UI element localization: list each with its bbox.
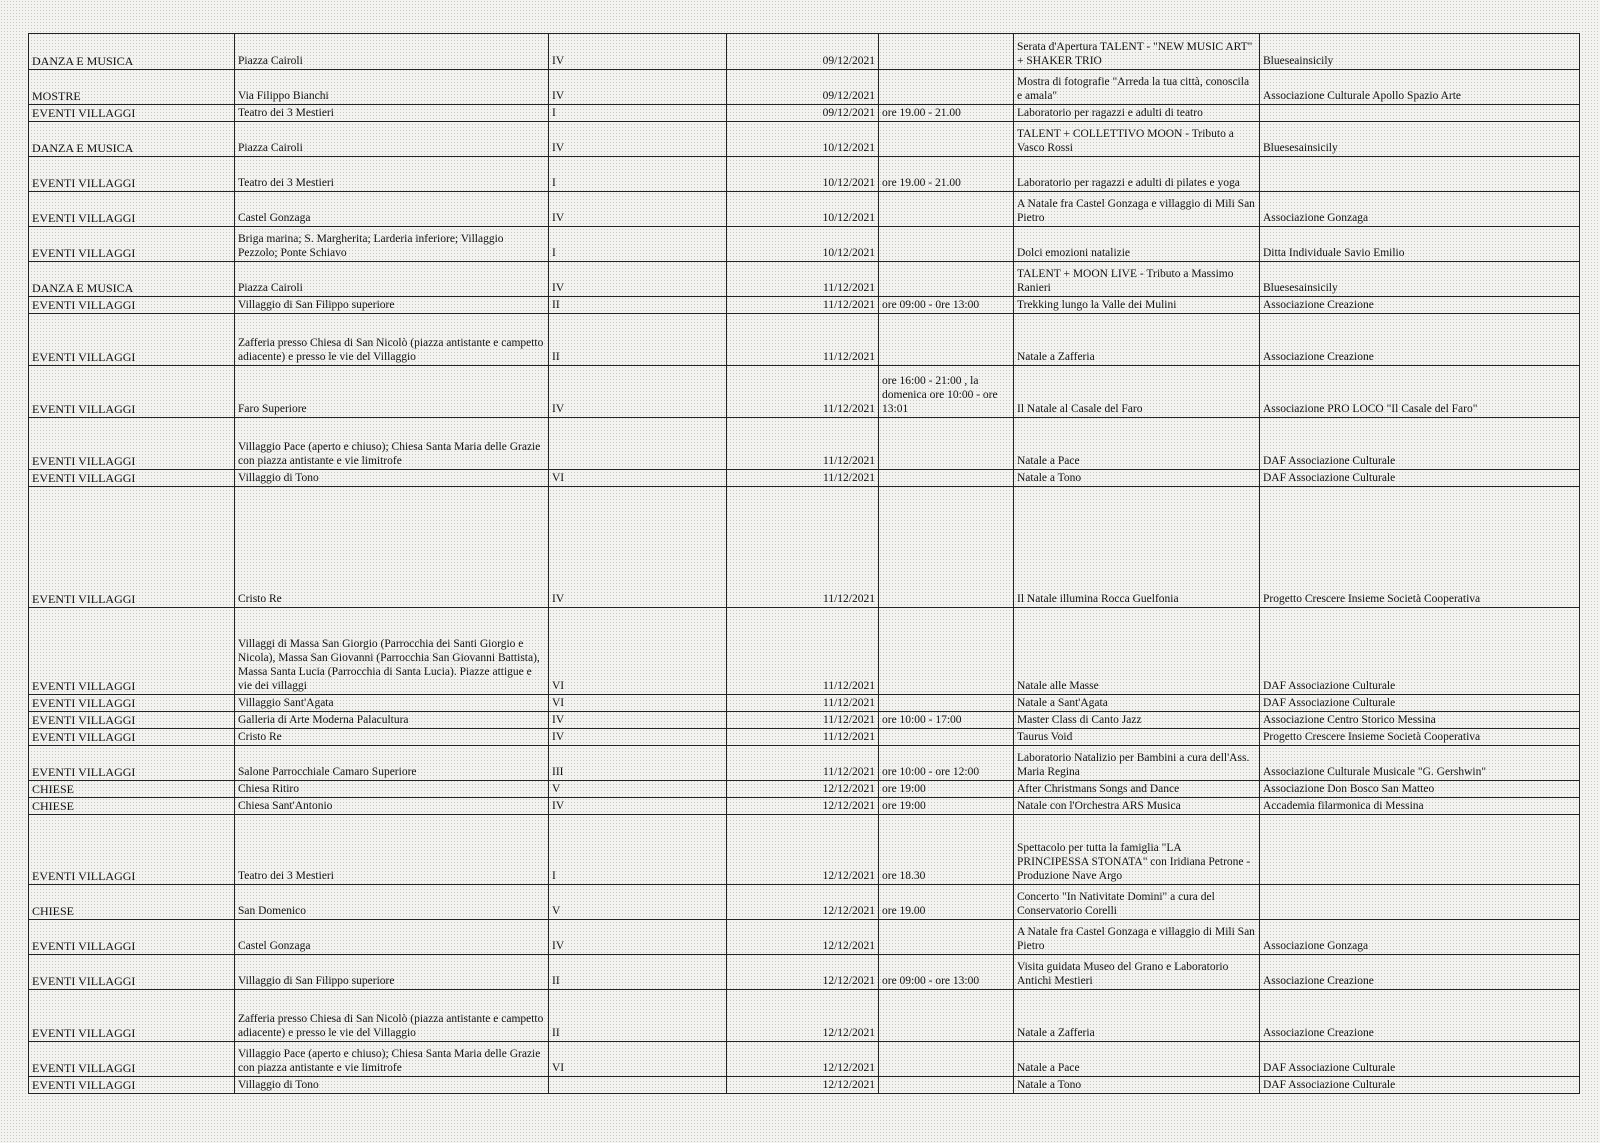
cell-location: Via Filippo Bianchi xyxy=(235,70,549,105)
cell-date: 11/12/2021 xyxy=(727,608,879,695)
cell-event-title: Natale con l'Orchestra ARS Musica xyxy=(1014,798,1260,815)
table-row xyxy=(29,487,1580,608)
cell-organizer: DAF Associazione Culturale xyxy=(1260,1077,1580,1094)
cell-municipality: IV xyxy=(549,34,727,70)
cell-event-title: Natale a Tono xyxy=(1014,1077,1260,1094)
cell-municipality: IV xyxy=(549,487,727,608)
cell-date: 12/12/2021 xyxy=(727,955,879,990)
cell-time: ore 19.00 - 21.00 xyxy=(879,105,1014,122)
table-row xyxy=(29,314,1580,366)
cell-date: 10/12/2021 xyxy=(727,122,879,157)
cell-organizer: Associazione Creazione xyxy=(1260,990,1580,1042)
table-row xyxy=(29,122,1580,157)
cell-organizer: Associazione Gonzaga xyxy=(1260,192,1580,227)
cell-organizer xyxy=(1260,157,1580,192)
cell-event-title: Laboratorio per ragazzi e adulti di pilates e yoga xyxy=(1014,157,1260,192)
cell-organizer: Associazione Creazione xyxy=(1260,955,1580,990)
cell-category: EVENTI VILLAGGI xyxy=(29,157,235,192)
cell-event-title: Laboratorio Natalizio per Bambini a cura dell'Ass. Maria Regina xyxy=(1014,746,1260,781)
table-row xyxy=(29,157,1580,192)
cell-category: DANZA E MUSICA xyxy=(29,262,235,297)
cell-location: Villaggio di San Filippo superiore xyxy=(235,955,549,990)
cell-municipality: IV xyxy=(549,262,727,297)
cell-category: EVENTI VILLAGGI xyxy=(29,990,235,1042)
cell-organizer: Associazione Centro Storico Messina xyxy=(1260,712,1580,729)
cell-category: EVENTI VILLAGGI xyxy=(29,487,235,608)
cell-time xyxy=(879,608,1014,695)
cell-time xyxy=(879,695,1014,712)
cell-municipality: IV xyxy=(549,729,727,746)
cell-category: CHIESE xyxy=(29,798,235,815)
cell-organizer xyxy=(1260,105,1580,122)
cell-category: EVENTI VILLAGGI xyxy=(29,418,235,470)
cell-municipality: I xyxy=(549,227,727,262)
cell-date: 11/12/2021 xyxy=(727,729,879,746)
cell-event-title: Taurus Void xyxy=(1014,729,1260,746)
cell-location: Piazza Cairoli xyxy=(235,262,549,297)
cell-organizer xyxy=(1260,815,1580,885)
cell-location: Piazza Cairoli xyxy=(235,122,549,157)
cell-date: 11/12/2021 xyxy=(727,470,879,487)
cell-time: ore 18.30 xyxy=(879,815,1014,885)
cell-municipality: I xyxy=(549,105,727,122)
cell-date: 11/12/2021 xyxy=(727,314,879,366)
cell-time xyxy=(879,314,1014,366)
table-row xyxy=(29,470,1580,487)
cell-time: ore 19.00 xyxy=(879,885,1014,920)
events-table-body xyxy=(29,34,1580,1094)
cell-time xyxy=(879,70,1014,105)
cell-location: Teatro dei 3 Mestieri xyxy=(235,815,549,885)
cell-event-title: Natale a Pace xyxy=(1014,1042,1260,1077)
table-row xyxy=(29,227,1580,262)
cell-date: 10/12/2021 xyxy=(727,192,879,227)
cell-category: EVENTI VILLAGGI xyxy=(29,366,235,418)
cell-category: EVENTI VILLAGGI xyxy=(29,729,235,746)
cell-location: Faro Superiore xyxy=(235,366,549,418)
table-row xyxy=(29,955,1580,990)
cell-organizer: Associazione Creazione xyxy=(1260,314,1580,366)
cell-date: 11/12/2021 xyxy=(727,487,879,608)
cell-location: Villaggio di Tono xyxy=(235,470,549,487)
cell-location: Villaggio Pace (aperto e chiuso); Chiesa Santa Maria delle Grazie con piazza antistante e vie limitrofe xyxy=(235,418,549,470)
cell-date: 09/12/2021 xyxy=(727,34,879,70)
cell-event-title: Mostra di fotografie "Arreda la tua città, conoscila e amala" xyxy=(1014,70,1260,105)
cell-event-title: A Natale fra Castel Gonzaga e villaggio di Mili San Pietro xyxy=(1014,920,1260,955)
cell-category: EVENTI VILLAGGI xyxy=(29,608,235,695)
cell-organizer: DAF Associazione Culturale xyxy=(1260,470,1580,487)
cell-location: Piazza Cairoli xyxy=(235,34,549,70)
cell-event-title: Natale a Pace xyxy=(1014,418,1260,470)
cell-event-title: Natale a Sant'Agata xyxy=(1014,695,1260,712)
table-row xyxy=(29,781,1580,798)
cell-event-title: Il Natale al Casale del Faro xyxy=(1014,366,1260,418)
cell-event-title: Serata d'Apertura TALENT - "NEW MUSIC ART" + SHAKER TRIO xyxy=(1014,34,1260,70)
cell-location: Teatro dei 3 Mestieri xyxy=(235,105,549,122)
table-row xyxy=(29,990,1580,1042)
cell-organizer: Bluesesainsicily xyxy=(1260,262,1580,297)
cell-organizer: Accademia filarmonica di Messina xyxy=(1260,798,1580,815)
cell-category: EVENTI VILLAGGI xyxy=(29,314,235,366)
cell-event-title: Spettacolo per tutta la famiglia "LA PRINCIPESSA STONATA" con Iridiana Petrone - Produzione Nave Argo xyxy=(1014,815,1260,885)
cell-organizer: Associazione PRO LOCO "Il Casale del Faro" xyxy=(1260,366,1580,418)
table-row xyxy=(29,746,1580,781)
cell-category: EVENTI VILLAGGI xyxy=(29,955,235,990)
cell-municipality xyxy=(549,1077,727,1094)
table-row xyxy=(29,70,1580,105)
table-row xyxy=(29,366,1580,418)
cell-municipality: VI xyxy=(549,1042,727,1077)
cell-date: 09/12/2021 xyxy=(727,70,879,105)
cell-location: Villaggio di Tono xyxy=(235,1077,549,1094)
table-row xyxy=(29,920,1580,955)
cell-event-title: TALENT + MOON LIVE - Tributo a Massimo Ranieri xyxy=(1014,262,1260,297)
cell-event-title: A Natale fra Castel Gonzaga e villaggio di Mili San Pietro xyxy=(1014,192,1260,227)
table-row xyxy=(29,105,1580,122)
cell-category: EVENTI VILLAGGI xyxy=(29,1077,235,1094)
cell-municipality: VI xyxy=(549,695,727,712)
cell-organizer: DAF Associazione Culturale xyxy=(1260,418,1580,470)
cell-category: DANZA E MUSICA xyxy=(29,122,235,157)
cell-time: ore 09:00 - ore 13:00 xyxy=(879,955,1014,990)
cell-date: 11/12/2021 xyxy=(727,712,879,729)
cell-municipality xyxy=(549,418,727,470)
cell-date: 11/12/2021 xyxy=(727,695,879,712)
table-row xyxy=(29,798,1580,815)
cell-time: ore 10:00 - ore 12:00 xyxy=(879,746,1014,781)
table-row xyxy=(29,1077,1580,1094)
cell-category: EVENTI VILLAGGI xyxy=(29,192,235,227)
cell-municipality: I xyxy=(549,815,727,885)
cell-location: San Domenico xyxy=(235,885,549,920)
cell-organizer: DAF Associazione Culturale xyxy=(1260,1042,1580,1077)
cell-event-title: Natale alle Masse xyxy=(1014,608,1260,695)
cell-time: ore 19.00 - 21.00 xyxy=(879,157,1014,192)
cell-event-title: TALENT + COLLETTIVO MOON - Tributo a Vasco Rossi xyxy=(1014,122,1260,157)
cell-municipality: IV xyxy=(549,70,727,105)
cell-category: CHIESE xyxy=(29,885,235,920)
cell-municipality: IV xyxy=(549,366,727,418)
cell-category: EVENTI VILLAGGI xyxy=(29,470,235,487)
cell-date: 12/12/2021 xyxy=(727,815,879,885)
cell-location: Briga marina; S. Margherita; Larderia inferiore; Villaggio Pezzolo; Ponte Schiavo xyxy=(235,227,549,262)
cell-date: 11/12/2021 xyxy=(727,366,879,418)
table-row xyxy=(29,729,1580,746)
cell-date: 11/12/2021 xyxy=(727,746,879,781)
table-row xyxy=(29,262,1580,297)
cell-time: ore 19:00 xyxy=(879,798,1014,815)
cell-time xyxy=(879,1077,1014,1094)
cell-municipality: IV xyxy=(549,920,727,955)
cell-organizer: Progetto Crescere Insieme Società Cooperativa xyxy=(1260,729,1580,746)
cell-category: EVENTI VILLAGGI xyxy=(29,1042,235,1077)
cell-event-title: Natale a Zafferia xyxy=(1014,314,1260,366)
cell-date: 10/12/2021 xyxy=(727,227,879,262)
cell-municipality: IV xyxy=(549,798,727,815)
cell-organizer: DAF Associazione Culturale xyxy=(1260,695,1580,712)
cell-date: 10/12/2021 xyxy=(727,157,879,192)
cell-date: 12/12/2021 xyxy=(727,990,879,1042)
cell-organizer: Associazione Creazione xyxy=(1260,297,1580,314)
cell-time: ore 19:00 xyxy=(879,781,1014,798)
cell-municipality: I xyxy=(549,157,727,192)
cell-event-title: Trekking lungo la Valle dei Mulini xyxy=(1014,297,1260,314)
cell-location: Chiesa Sant'Antonio xyxy=(235,798,549,815)
cell-date: 12/12/2021 xyxy=(727,1077,879,1094)
cell-event-title: Concerto "In Nativitate Domini" a cura del Conservatorio Corelli xyxy=(1014,885,1260,920)
cell-location: Salone Parrocchiale Camaro Superiore xyxy=(235,746,549,781)
cell-time xyxy=(879,192,1014,227)
cell-time xyxy=(879,227,1014,262)
cell-time xyxy=(879,990,1014,1042)
cell-category: CHIESE xyxy=(29,781,235,798)
cell-time xyxy=(879,487,1014,608)
cell-event-title: Visita guidata Museo del Grano e Laboratorio Antichi Mestieri xyxy=(1014,955,1260,990)
cell-time: ore 10:00 - 17:00 xyxy=(879,712,1014,729)
cell-organizer: DAF Associazione Culturale xyxy=(1260,608,1580,695)
cell-event-title: Il Natale illumina Rocca Guelfonia xyxy=(1014,487,1260,608)
cell-event-title: Natale a Zafferia xyxy=(1014,990,1260,1042)
cell-municipality: III xyxy=(549,746,727,781)
cell-location: Zafferia presso Chiesa di San Nicolò (piazza antistante e campetto adiacente) e presso le vie del Villaggio xyxy=(235,314,549,366)
cell-organizer: Bluesesainsicily xyxy=(1260,122,1580,157)
cell-category: EVENTI VILLAGGI xyxy=(29,712,235,729)
cell-municipality: VI xyxy=(549,470,727,487)
cell-event-title: After Christmans Songs and Dance xyxy=(1014,781,1260,798)
cell-date: 12/12/2021 xyxy=(727,781,879,798)
cell-category: EVENTI VILLAGGI xyxy=(29,746,235,781)
table-row xyxy=(29,885,1580,920)
cell-time xyxy=(879,729,1014,746)
cell-category: EVENTI VILLAGGI xyxy=(29,297,235,314)
cell-date: 12/12/2021 xyxy=(727,798,879,815)
cell-event-title: Dolci emozioni natalizie xyxy=(1014,227,1260,262)
cell-date: 12/12/2021 xyxy=(727,920,879,955)
cell-municipality: IV xyxy=(549,712,727,729)
cell-municipality: II xyxy=(549,955,727,990)
cell-location: Galleria di Arte Moderna Palacultura xyxy=(235,712,549,729)
cell-time xyxy=(879,418,1014,470)
cell-date: 11/12/2021 xyxy=(727,262,879,297)
cell-municipality: II xyxy=(549,990,727,1042)
table-row xyxy=(29,712,1580,729)
cell-date: 09/12/2021 xyxy=(727,105,879,122)
cell-municipality: IV xyxy=(549,192,727,227)
cell-organizer: Progetto Crescere Insieme Società Cooperativa xyxy=(1260,487,1580,608)
cell-time xyxy=(879,34,1014,70)
table-row xyxy=(29,1042,1580,1077)
cell-category: DANZA E MUSICA xyxy=(29,34,235,70)
cell-municipality: V xyxy=(549,885,727,920)
table-row xyxy=(29,418,1580,470)
cell-category: EVENTI VILLAGGI xyxy=(29,105,235,122)
cell-location: Zafferia presso Chiesa di San Nicolò (piazza antistante e campetto adiacente) e presso le vie del Villaggio xyxy=(235,990,549,1042)
cell-date: 12/12/2021 xyxy=(727,885,879,920)
cell-category: EVENTI VILLAGGI xyxy=(29,695,235,712)
cell-event-title: Natale a Tono xyxy=(1014,470,1260,487)
events-table xyxy=(28,33,1580,1094)
cell-organizer: Associazione Don Bosco San Matteo xyxy=(1260,781,1580,798)
cell-category: MOSTRE xyxy=(29,70,235,105)
cell-time xyxy=(879,920,1014,955)
cell-municipality: II xyxy=(549,314,727,366)
table-row xyxy=(29,34,1580,70)
cell-organizer: Associazione Gonzaga xyxy=(1260,920,1580,955)
cell-location: Villaggio di San Filippo superiore xyxy=(235,297,549,314)
table-row xyxy=(29,297,1580,314)
cell-location: Castel Gonzaga xyxy=(235,920,549,955)
cell-event-title: Laboratorio per ragazzi e adulti di teatro xyxy=(1014,105,1260,122)
cell-organizer: Blueseainsicily xyxy=(1260,34,1580,70)
cell-time: ore 16:00 - 21:00 , la domenica ore 10:00 - ore 13:01 xyxy=(879,366,1014,418)
cell-date: 12/12/2021 xyxy=(727,1042,879,1077)
cell-municipality: IV xyxy=(549,122,727,157)
cell-municipality: V xyxy=(549,781,727,798)
cell-municipality: II xyxy=(549,297,727,314)
cell-location: Castel Gonzaga xyxy=(235,192,549,227)
cell-time xyxy=(879,122,1014,157)
cell-organizer xyxy=(1260,885,1580,920)
cell-organizer: Ditta Individuale Savio Emilio xyxy=(1260,227,1580,262)
cell-time xyxy=(879,470,1014,487)
cell-time xyxy=(879,262,1014,297)
cell-date: 11/12/2021 xyxy=(727,297,879,314)
table-row xyxy=(29,608,1580,695)
cell-municipality: VI xyxy=(549,608,727,695)
cell-date: 11/12/2021 xyxy=(727,418,879,470)
cell-time: ore 09:00 - 0re 13:00 xyxy=(879,297,1014,314)
cell-organizer: Associazione Culturale Musicale "G. Gershwin" xyxy=(1260,746,1580,781)
cell-organizer: Associazione Culturale Apollo Spazio Arte xyxy=(1260,70,1580,105)
cell-event-title: Master Class di Canto Jazz xyxy=(1014,712,1260,729)
cell-location: Teatro dei 3 Mestieri xyxy=(235,157,549,192)
table-row xyxy=(29,192,1580,227)
table-row xyxy=(29,695,1580,712)
cell-location: Cristo Re xyxy=(235,729,549,746)
cell-location: Chiesa Ritiro xyxy=(235,781,549,798)
cell-category: EVENTI VILLAGGI xyxy=(29,227,235,262)
cell-category: EVENTI VILLAGGI xyxy=(29,920,235,955)
table-row xyxy=(29,815,1580,885)
cell-location: Cristo Re xyxy=(235,487,549,608)
cell-category: EVENTI VILLAGGI xyxy=(29,815,235,885)
cell-location: Villaggio Pace (aperto e chiuso); Chiesa Santa Maria delle Grazie con piazza antistante e vie limitrofe xyxy=(235,1042,549,1077)
cell-location: Villaggi di Massa San Giorgio (Parrocchia dei Santi Giorgio e Nicola), Massa San Giovanni (Parrocchia San Giovanni Battista), Massa Santa Lucia (Parrocchia di Santa Lucia). Piazze attigue e vie dei villaggi xyxy=(235,608,549,695)
cell-time xyxy=(879,1042,1014,1077)
cell-location: Villaggio Sant'Agata xyxy=(235,695,549,712)
